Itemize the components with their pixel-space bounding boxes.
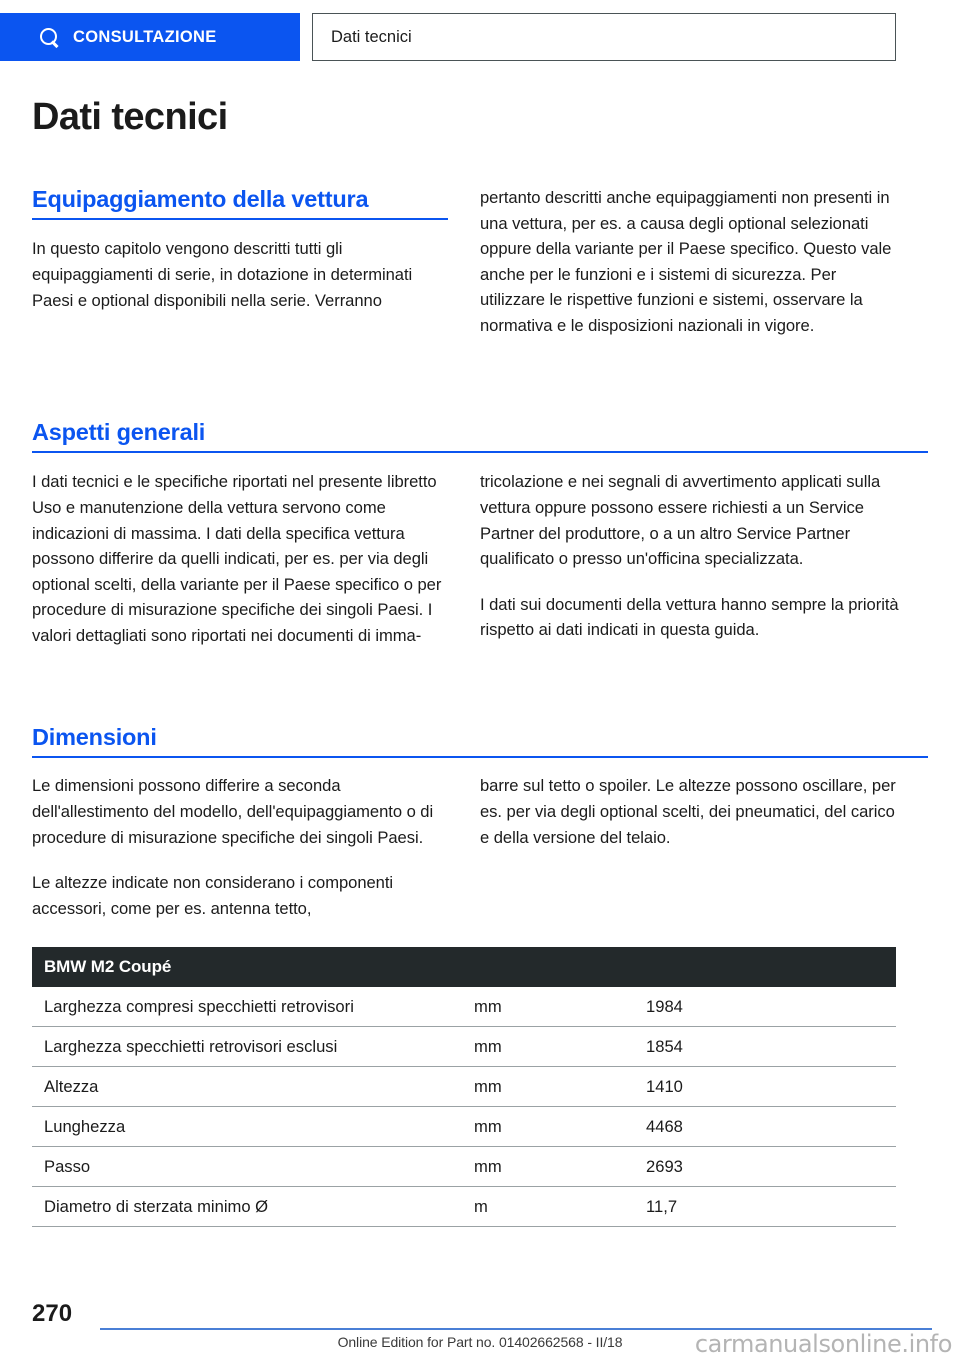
spec-row-name: Larghezza specchietti retrovisori esclusi bbox=[44, 1036, 338, 1056]
top-navigation-bar bbox=[0, 13, 960, 61]
section-dimensioni-rule bbox=[32, 756, 928, 758]
consultation-search-label: CONSULTAZIONE bbox=[73, 27, 217, 46]
consultation-search-button[interactable] bbox=[0, 13, 300, 61]
table-row bbox=[32, 1027, 896, 1067]
section-aspetti-generali-right-column bbox=[480, 469, 904, 643]
spec-row-name: Lunghezza bbox=[44, 1116, 126, 1136]
spec-row-value: 4468 bbox=[646, 1116, 683, 1136]
spec-row-unit: mm bbox=[474, 1156, 502, 1176]
section-aspetti-generali-rule bbox=[32, 451, 928, 453]
section-aspetti-generali-right-paragraph-2: I dati sui documenti della vettura hanno sempre la priorità rispetto ai dati indicati in questa guida. bbox=[480, 594, 899, 640]
section-aspetti-generali-left-paragraph-1: I dati tecnici e le specifiche riportati nel presente libretto Uso e manutenzione della vettura servono come indicazioni di massima. I dati della specifica vettura possono differire da quelli indicati, per es. per via degli optional scelti, della variante per il Paese specifico o per procedure di misurazione specifiche dei singoli Paesi. I valori dettagliati sono riportati nei documenti di imma- bbox=[32, 472, 442, 645]
spec-row-name: Larghezza compresi specchietti retrovisori bbox=[44, 996, 354, 1016]
section-dimensioni-right-column bbox=[480, 773, 904, 850]
spec-row-value: 1854 bbox=[646, 1036, 683, 1056]
spec-table bbox=[32, 947, 896, 1227]
section-aspetti-generali bbox=[32, 418, 928, 679]
spec-table-title: BMW M2 Coupé bbox=[44, 957, 172, 976]
section-equipaggiamento-right-paragraph-1: pertanto descritti anche equipaggiamenti non presenti in una vettura, per es. a causa degli optional selezionati oppure della variante per il Paese specifico. Questo vale anche per le funzioni e i sistemi di sicurezza. Per utilizzare le rispettive funzioni e sistemi, osservare la normativa e le disposizioni nazionali in vigore. bbox=[480, 188, 892, 335]
section-dimensioni-heading: Dimensioni bbox=[32, 724, 157, 750]
section-dimensioni-left-column bbox=[32, 773, 448, 921]
section-equipaggiamento-heading: Equipaggiamento della vettura bbox=[32, 186, 369, 212]
spec-row-unit: mm bbox=[474, 996, 502, 1016]
spec-table-header bbox=[32, 947, 896, 987]
section-equipaggiamento-right-column bbox=[480, 185, 904, 339]
spec-row-value: 1984 bbox=[646, 996, 683, 1016]
spec-row-unit: mm bbox=[474, 1076, 502, 1096]
spec-row-value: 11,7 bbox=[646, 1196, 678, 1216]
table-row bbox=[32, 1067, 896, 1107]
section-equipaggiamento-left-paragraph-1: In questo capitolo vengono descritti tutti gli equipaggiamenti di serie, in dotazione in determinati Paesi e optional disponibili nella serie. Verranno bbox=[32, 239, 413, 310]
section-aspetti-generali-right-paragraph-1: tricolazione e nei segnali di avvertimento applicati sulla vettura oppure possono essere richiesti a un Service Partner del produttore, o a un altro Service Partner qualificato o presso un'officina specializzata. bbox=[480, 472, 881, 569]
page-title: Dati tecnici bbox=[32, 96, 228, 138]
spec-row-value: 2693 bbox=[646, 1156, 683, 1176]
section-equipaggiamento-left-column bbox=[32, 185, 448, 313]
table-row bbox=[32, 987, 896, 1027]
section-dimensioni bbox=[32, 723, 928, 933]
spec-row-unit: m bbox=[474, 1196, 488, 1216]
spec-table-body bbox=[32, 987, 896, 1227]
table-row bbox=[32, 1147, 896, 1187]
spec-row-name: Passo bbox=[44, 1156, 91, 1176]
breadcrumb[interactable] bbox=[312, 13, 896, 61]
section-equipaggiamento-rule bbox=[32, 218, 448, 220]
section-aspetti-generali-heading: Aspetti generali bbox=[32, 419, 206, 445]
spec-row-value: 1410 bbox=[646, 1076, 683, 1096]
footer-edition-note: Online Edition for Part no. 01402662568 - II/18 bbox=[337, 1334, 623, 1350]
breadcrumb-label: Dati tecnici bbox=[331, 27, 412, 46]
site-watermark: carmanualsonline.info bbox=[694, 1330, 952, 1358]
page-number: 270 bbox=[32, 1300, 73, 1327]
table-row bbox=[32, 1187, 896, 1227]
table-row bbox=[32, 1107, 896, 1147]
section-dimensioni-left-paragraph-2: Le altezze indicate non considerano i componenti accessori, come per es. antenna tetto, bbox=[32, 873, 394, 918]
search-icon bbox=[40, 28, 59, 47]
spec-row-unit: mm bbox=[474, 1116, 502, 1136]
spec-row-name: Diametro di sterzata minimo Ø bbox=[44, 1196, 269, 1216]
section-dimensioni-left-paragraph-1: Le dimensioni possono differire a seconda dell'allestimento del modello, dell'equipaggiamento o di procedure di misurazione specifiche dei singoli Paesi. bbox=[32, 776, 434, 847]
spec-row-name: Altezza bbox=[44, 1076, 99, 1096]
spec-row-unit: mm bbox=[474, 1036, 502, 1056]
section-aspetti-generali-left-column bbox=[32, 469, 448, 648]
section-dimensioni-right-paragraph-1: barre sul tetto o spoiler. Le altezze possono oscillare, per es. per via degli optional scelti, dei pneumatici, del carico e della versione del telaio. bbox=[480, 776, 896, 847]
